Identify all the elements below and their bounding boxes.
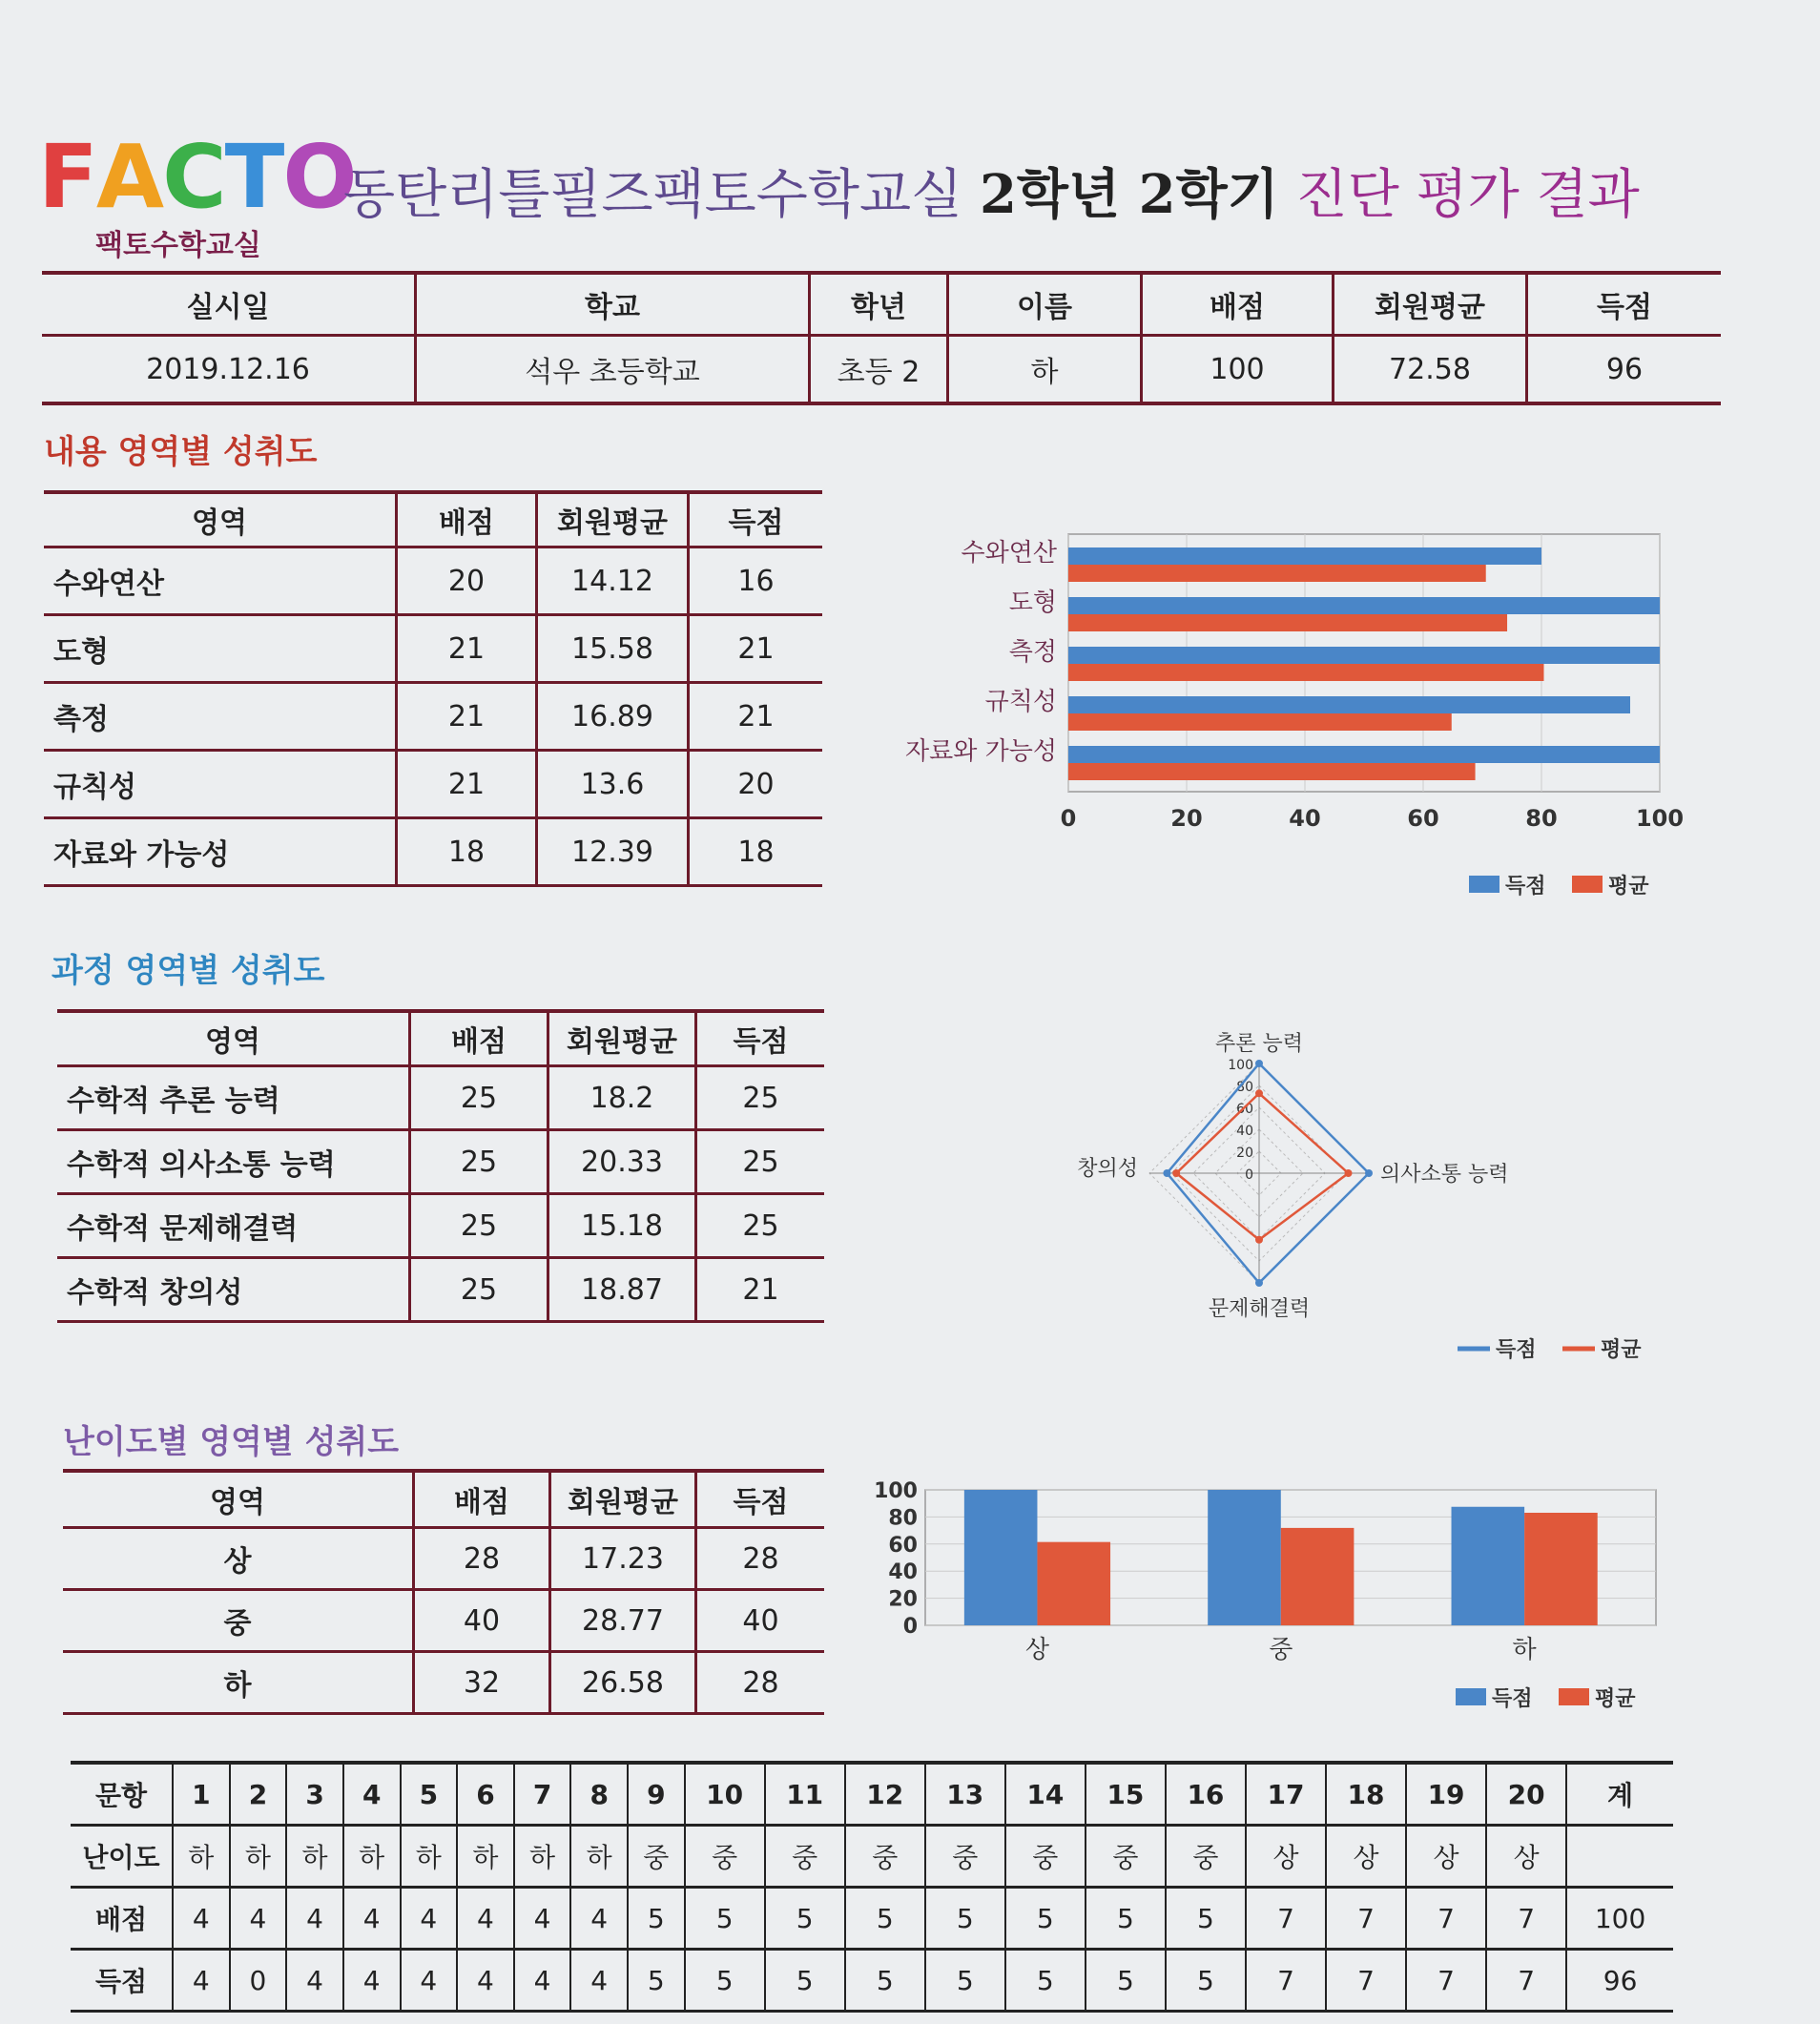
question-score: 4 <box>173 1950 230 2012</box>
question-difficulty: 하 <box>401 1826 458 1888</box>
question-difficulty: 중 <box>628 1826 685 1888</box>
x-tick-label: 중 <box>1269 1636 1293 1664</box>
total-label: 계 <box>1566 1763 1673 1826</box>
info-header: 학년 <box>810 273 948 336</box>
radar-series-avg <box>1176 1093 1348 1240</box>
col-header: 득점 <box>689 492 823 547</box>
bar-avg <box>1037 1542 1110 1625</box>
bar-avg <box>1068 664 1543 681</box>
content-bar-chart <box>858 515 1698 916</box>
process-section-title: 과정 영역별 성취도 <box>52 952 325 990</box>
question-score: 7 <box>1406 1950 1486 2012</box>
score: 28 <box>696 1528 825 1590</box>
col-header: 배점 <box>397 492 537 547</box>
question-score: 7 <box>1246 1950 1326 2012</box>
table-row <box>44 683 822 751</box>
question-number: 14 <box>1005 1763 1086 1826</box>
info-header: 이름 <box>948 273 1142 336</box>
question-number: 18 <box>1326 1763 1406 1826</box>
member-average: 28.77 <box>550 1590 696 1652</box>
member-average: 13.6 <box>537 751 689 818</box>
question-number: 9 <box>628 1763 685 1826</box>
table-row <box>63 1528 824 1590</box>
area-name: 수학적 추론 능력 <box>57 1066 410 1130</box>
bar-avg <box>1068 763 1476 780</box>
bar-score <box>1068 647 1660 664</box>
title-grade: 2학년 2학기 <box>979 163 1279 226</box>
question-difficulty: 중 <box>765 1826 845 1888</box>
question-number: 17 <box>1246 1763 1326 1826</box>
content-section-title: 내용 영역별 성취도 <box>44 433 318 471</box>
info-table <box>42 271 1721 405</box>
col-header: 배점 <box>410 1011 548 1066</box>
question-points: 4 <box>457 1888 514 1950</box>
table-row <box>63 1590 824 1652</box>
area-name: 수학적 문제해결력 <box>57 1194 410 1258</box>
question-points: 5 <box>685 1888 765 1950</box>
legend-label-avg: 평균 <box>1608 875 1649 898</box>
question-number: 8 <box>570 1763 628 1826</box>
difficulty-section-title: 난이도별 영역별 성취도 <box>63 1423 400 1461</box>
bar-avg <box>1524 1513 1598 1625</box>
table-row <box>57 1194 824 1258</box>
area-name: 자료와 가능성 <box>44 818 397 886</box>
table-row <box>63 1652 824 1714</box>
question-number: 6 <box>457 1763 514 1826</box>
max-points: 25 <box>410 1194 548 1258</box>
question-number: 10 <box>685 1763 765 1826</box>
question-number: 7 <box>514 1763 571 1826</box>
member-average: 26.58 <box>550 1652 696 1714</box>
question-points: 7 <box>1406 1888 1486 1950</box>
logo-subtitle: 팩토수학교실 <box>95 229 261 262</box>
question-score: 7 <box>1326 1950 1406 2012</box>
table-row <box>57 1258 824 1322</box>
question-difficulty: 상 <box>1246 1826 1326 1888</box>
area-name: 도형 <box>44 615 397 683</box>
member-average: 72.58 <box>1334 336 1527 404</box>
legend-label-score: 득점 <box>1496 1338 1537 1362</box>
question-points: 5 <box>845 1888 925 1950</box>
question-score: 4 <box>457 1950 514 2012</box>
max-points: 25 <box>410 1258 548 1322</box>
table-row <box>44 818 822 886</box>
question-number: 15 <box>1086 1763 1166 1826</box>
max-points: 18 <box>397 818 537 886</box>
col-header: 득점 <box>696 1011 825 1066</box>
process-table <box>57 1009 824 1323</box>
bar-avg <box>1068 614 1507 631</box>
legend-swatch-score <box>1469 876 1499 893</box>
bar-score <box>1208 1490 1281 1625</box>
table-row <box>44 615 822 683</box>
question-difficulty: 하 <box>343 1826 401 1888</box>
area-name: 수학적 창의성 <box>57 1258 410 1322</box>
report-title <box>343 153 1640 229</box>
row-label: 난이도 <box>71 1826 173 1888</box>
score: 40 <box>696 1590 825 1652</box>
score: 25 <box>696 1066 825 1130</box>
y-tick-label: 40 <box>888 1560 918 1585</box>
info-header: 학교 <box>416 273 810 336</box>
question-points: 4 <box>286 1888 343 1950</box>
radar-point-avg <box>1172 1169 1180 1177</box>
max-points: 21 <box>397 683 537 751</box>
y-tick-label: 100 <box>874 1479 918 1503</box>
max-points: 40 <box>414 1590 550 1652</box>
question-points: 5 <box>925 1888 1005 1950</box>
member-average: 20.33 <box>548 1130 696 1194</box>
question-points: 5 <box>765 1888 845 1950</box>
question-difficulty: 하 <box>514 1826 571 1888</box>
area-name: 측정 <box>44 683 397 751</box>
score: 25 <box>696 1194 825 1258</box>
y-tick-label: 0 <box>902 1615 918 1639</box>
question-score: 5 <box>765 1950 845 2012</box>
legend-swatch-avg <box>1572 876 1603 893</box>
r-tick-label: 20 <box>1236 1146 1253 1161</box>
question-score: 4 <box>343 1950 401 2012</box>
col-header: 회원평균 <box>550 1471 696 1528</box>
bar-avg <box>1281 1528 1355 1625</box>
question-number: 1 <box>173 1763 230 1826</box>
question-score: 4 <box>401 1950 458 2012</box>
legend-swatch-score <box>1456 1688 1486 1705</box>
question-points: 7 <box>1486 1888 1566 1950</box>
member-average: 15.58 <box>537 615 689 683</box>
content-table <box>44 490 822 887</box>
question-difficulty: 상 <box>1406 1826 1486 1888</box>
question-points: 7 <box>1246 1888 1326 1950</box>
question-difficulty: 하 <box>230 1826 287 1888</box>
bar-score <box>964 1490 1038 1625</box>
col-header: 회원평균 <box>548 1011 696 1066</box>
question-points: 7 <box>1326 1888 1406 1950</box>
level-name: 상 <box>63 1528 414 1590</box>
question-score: 5 <box>1086 1950 1166 2012</box>
axis-label: 창의성 <box>1077 1157 1138 1181</box>
y-tick-label: 수와연산 <box>961 539 1057 568</box>
radar-point-avg <box>1255 1236 1263 1244</box>
question-difficulty: 중 <box>1166 1826 1246 1888</box>
question-score: 5 <box>925 1950 1005 2012</box>
r-tick-label: 40 <box>1236 1124 1253 1139</box>
school-name: 석우 초등학교 <box>416 336 810 404</box>
info-header: 배점 <box>1142 273 1334 336</box>
question-number: 12 <box>845 1763 925 1826</box>
table-row <box>44 547 822 615</box>
col-header: 배점 <box>414 1471 550 1528</box>
radar-point-score <box>1365 1169 1373 1177</box>
col-header: 득점 <box>696 1471 825 1528</box>
question-score: 5 <box>845 1950 925 2012</box>
question-number: 4 <box>343 1763 401 1826</box>
level-name: 중 <box>63 1590 414 1652</box>
y-tick-label: 도형 <box>1008 589 1057 617</box>
total-difficulty-empty <box>1566 1826 1673 1888</box>
bar-score <box>1068 746 1660 763</box>
axis-label: 의사소통 능력 <box>1380 1163 1509 1187</box>
radar-point-avg <box>1344 1169 1352 1177</box>
difficulty-table <box>63 1469 824 1715</box>
bar-score <box>1068 547 1541 565</box>
question-difficulty: 중 <box>1086 1826 1166 1888</box>
score: 28 <box>696 1652 825 1714</box>
table-row <box>44 751 822 818</box>
member-average: 18.87 <box>548 1258 696 1322</box>
col-header: 회원평균 <box>537 492 689 547</box>
member-average: 12.39 <box>537 818 689 886</box>
r-tick-label: 60 <box>1236 1102 1253 1117</box>
question-score: 5 <box>1005 1950 1086 2012</box>
y-tick-label: 자료와 가능성 <box>905 737 1057 766</box>
max-points: 25 <box>410 1066 548 1130</box>
radar-point-score <box>1163 1169 1170 1177</box>
max-points: 21 <box>397 751 537 818</box>
question-number: 19 <box>1406 1763 1486 1826</box>
y-tick-label: 60 <box>888 1533 918 1558</box>
x-tick-label: 60 <box>1407 805 1439 832</box>
title-result: 진단 평가 결과 <box>1295 164 1640 226</box>
question-difficulty: 중 <box>925 1826 1005 1888</box>
grade: 초등 2 <box>810 336 948 404</box>
question-score: 5 <box>628 1950 685 2012</box>
question-score: 7 <box>1486 1950 1566 2012</box>
col-header: 영역 <box>63 1471 414 1528</box>
area-name: 수와연산 <box>44 547 397 615</box>
radar-point-avg <box>1255 1089 1263 1097</box>
area-name: 수학적 의사소통 능력 <box>57 1130 410 1194</box>
title-academy: 동탄리틀필즈팩토수학교실 <box>343 164 963 226</box>
question-difficulty: 하 <box>570 1826 628 1888</box>
question-score: 4 <box>514 1950 571 2012</box>
question-points: 5 <box>628 1888 685 1950</box>
score: 20 <box>689 751 823 818</box>
question-number: 2 <box>230 1763 287 1826</box>
x-tick-label: 20 <box>1170 805 1203 832</box>
r-tick-label: 0 <box>1245 1167 1253 1183</box>
info-header: 회원평균 <box>1334 273 1527 336</box>
area-name: 규칙성 <box>44 751 397 818</box>
student-score: 96 <box>1527 336 1722 404</box>
question-score: 4 <box>286 1950 343 2012</box>
question-score: 0 <box>230 1950 287 2012</box>
question-difficulty: 상 <box>1326 1826 1406 1888</box>
question-difficulty: 상 <box>1486 1826 1566 1888</box>
y-tick-label: 80 <box>888 1506 918 1531</box>
question-difficulty: 하 <box>457 1826 514 1888</box>
row-label: 배점 <box>71 1888 173 1950</box>
table-row <box>57 1130 824 1194</box>
facto-logo: FACTO <box>38 126 356 228</box>
x-tick-label: 80 <box>1525 805 1558 832</box>
question-score: 5 <box>685 1950 765 2012</box>
legend-label-score: 득점 <box>1505 875 1546 898</box>
points-total: 100 <box>1566 1888 1673 1950</box>
question-points: 4 <box>570 1888 628 1950</box>
bar-score <box>1068 597 1660 614</box>
student-name: 하 <box>948 336 1142 404</box>
radar-point-score <box>1255 1060 1263 1067</box>
max-points: 28 <box>414 1528 550 1590</box>
legend-label-avg: 평균 <box>1595 1687 1636 1711</box>
question-points: 4 <box>343 1888 401 1950</box>
member-average: 16.89 <box>537 683 689 751</box>
member-average: 17.23 <box>550 1528 696 1590</box>
y-tick-label: 측정 <box>1008 638 1057 667</box>
question-number: 16 <box>1166 1763 1246 1826</box>
question-number: 11 <box>765 1763 845 1826</box>
bar-avg <box>1068 565 1486 582</box>
score: 16 <box>689 547 823 615</box>
score: 21 <box>689 683 823 751</box>
col-header: 영역 <box>57 1011 410 1066</box>
score: 18 <box>689 818 823 886</box>
question-difficulty: 중 <box>845 1826 925 1888</box>
score: 25 <box>696 1130 825 1194</box>
y-tick-label: 20 <box>888 1587 918 1612</box>
y-tick-label: 규칙성 <box>984 688 1057 716</box>
axis-label: 문제해결력 <box>1208 1297 1311 1321</box>
x-tick-label: 0 <box>1060 805 1077 832</box>
max-points: 20 <box>397 547 537 615</box>
legend-label-avg: 평균 <box>1601 1338 1642 1362</box>
x-tick-label: 하 <box>1512 1636 1537 1664</box>
question-difficulty: 하 <box>286 1826 343 1888</box>
score: 21 <box>689 615 823 683</box>
max-points: 32 <box>414 1652 550 1714</box>
max-score: 100 <box>1142 336 1334 404</box>
question-score: 5 <box>1166 1950 1246 2012</box>
question-points: 4 <box>173 1888 230 1950</box>
member-average: 18.2 <box>548 1066 696 1130</box>
score: 21 <box>696 1258 825 1322</box>
question-points: 4 <box>230 1888 287 1950</box>
test-date: 2019.12.16 <box>42 336 416 404</box>
bar-avg <box>1068 713 1452 731</box>
bar-score <box>1452 1507 1525 1625</box>
r-tick-label: 80 <box>1236 1080 1253 1095</box>
question-points: 5 <box>1005 1888 1086 1950</box>
difficulty-bar-chart <box>858 1469 1698 1717</box>
question-number: 13 <box>925 1763 1005 1826</box>
legend-swatch-avg <box>1559 1688 1589 1705</box>
info-header: 실시일 <box>42 273 416 336</box>
axis-label: 추론 능력 <box>1214 1032 1304 1056</box>
member-average: 15.18 <box>548 1194 696 1258</box>
max-points: 21 <box>397 615 537 683</box>
member-average: 14.12 <box>537 547 689 615</box>
question-difficulty: 중 <box>1005 1826 1086 1888</box>
x-tick-label: 40 <box>1289 805 1321 832</box>
question-points: 5 <box>1166 1888 1246 1950</box>
question-points: 4 <box>401 1888 458 1950</box>
question-number: 5 <box>401 1763 458 1826</box>
scores-total: 96 <box>1566 1950 1673 2012</box>
question-difficulty: 하 <box>173 1826 230 1888</box>
col-header: 영역 <box>44 492 397 547</box>
row-label: 문항 <box>71 1763 173 1826</box>
question-number: 3 <box>286 1763 343 1826</box>
question-table <box>71 1761 1673 2013</box>
level-name: 하 <box>63 1652 414 1714</box>
max-points: 25 <box>410 1130 548 1194</box>
question-points: 5 <box>1086 1888 1166 1950</box>
x-tick-label: 상 <box>1024 1636 1050 1664</box>
question-difficulty: 중 <box>685 1826 765 1888</box>
x-tick-label: 100 <box>1635 805 1685 832</box>
question-points: 4 <box>514 1888 571 1950</box>
question-number: 20 <box>1486 1763 1566 1826</box>
legend-label-score: 득점 <box>1492 1687 1533 1711</box>
row-label: 득점 <box>71 1950 173 2012</box>
radar-point-score <box>1255 1279 1263 1287</box>
table-row <box>57 1066 824 1130</box>
bar-score <box>1068 696 1630 713</box>
question-score: 4 <box>570 1950 628 2012</box>
r-tick-label: 100 <box>1228 1058 1253 1073</box>
info-header: 득점 <box>1527 273 1722 336</box>
process-radar-chart <box>1030 1011 1698 1373</box>
